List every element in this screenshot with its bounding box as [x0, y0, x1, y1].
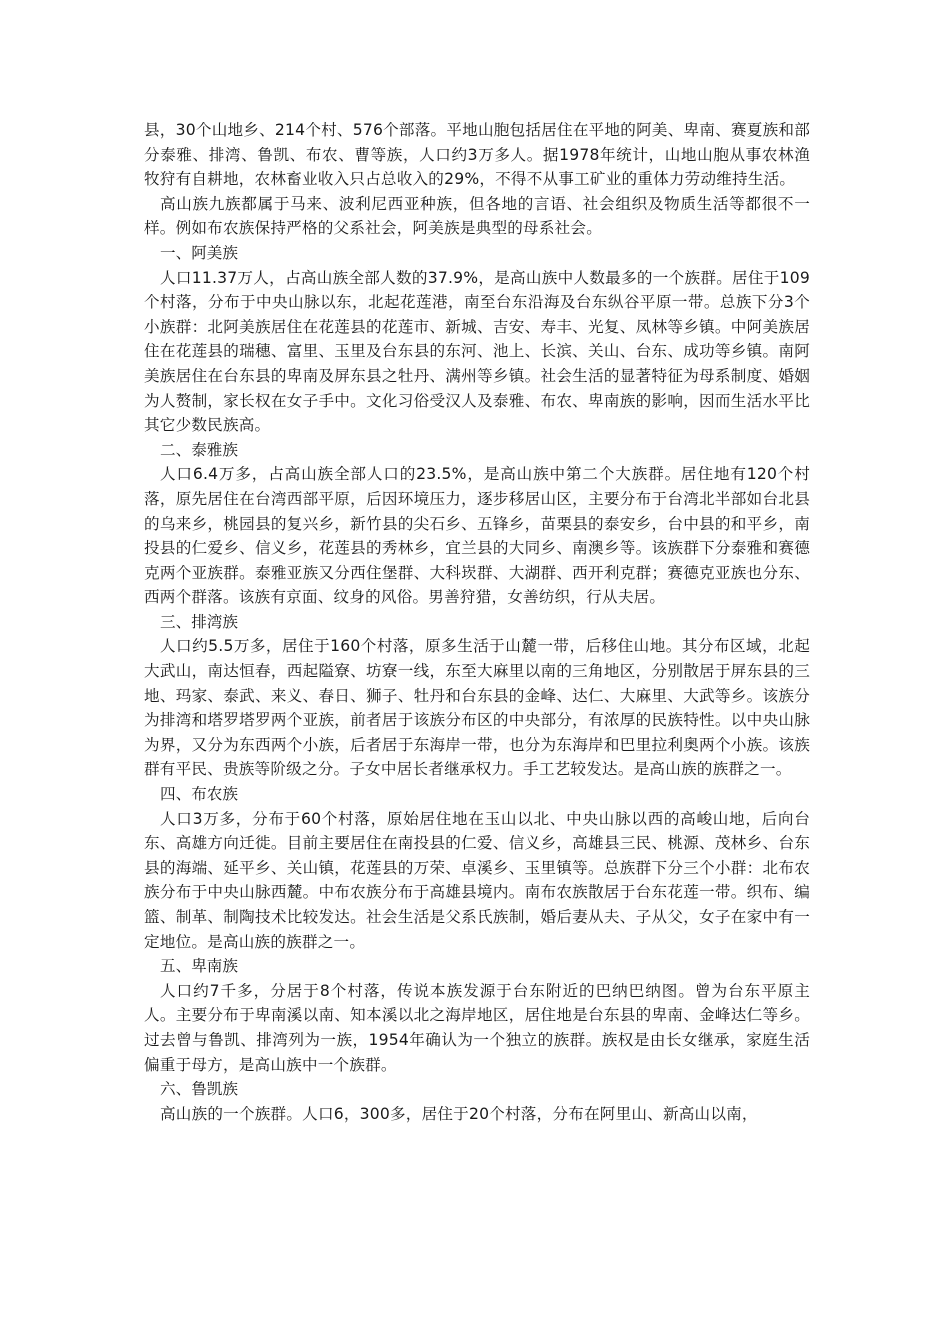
section-heading-bunun: 四、布农族 [160, 785, 238, 804]
section-body-rukai: 高山族的一个族群。人口6，300多，居住于20个村落，分布在阿里山、新高山以南， [160, 1104, 758, 1123]
intro-paragraph-2: 高山族九族都属于马来、波利尼西亚种族，但各地的言语、社会组织及物质生活等都很不一样。例如布农族保持严格的父系社会，阿美族是典型的母系社会。 [144, 194, 810, 238]
section-body-amis: 人口11.37万人，占高山族全部人数的37.9%，是高山族中人数最多的一个族群。居住于109个村落，分布于中央山脉以东，北起花莲港，南至台东沿海及台东纵谷平原一带。总族下分3个小族群：北阿美族居住在花莲县的花莲市、新城、吉安、寿丰、光复、凤林等乡镇。中阿美族居住在花莲县的瑞穗、富里、玉里及台东县的东河、池上、长滨、关山、台东、成功等乡镇。南阿美族居住在台东县的卑南及屏东县之牡丹、满州等乡镇。社会生活的显著特征为母系制度、婚姻为人赘制，家长权在女子手中。文化习俗受汉人及泰雅、布农、卑南族的影响，因而生活水平比其它少数民族高。 [144, 268, 810, 435]
section-body-atayal: 人口6.4万多，占高山族全部人口的23.5%，是高山族中第二个大族群。居住地有120个村落，原先居住在台湾西部平原，后因环境压力，逐步移居山区，主要分布于台湾北半部如台北县的乌来乡，桃园县的复兴乡，新竹县的尖石乡、五锋乡，苗栗县的泰安乡，台中县的和平乡，南投县的仁爱乡、信义乡，花莲县的秀林乡，宜兰县的大同乡、南澳乡等。该族群下分泰雅和赛德克两个亚族群。泰雅亚族又分西住堡群、大科崁群、大湖群、西开利克群；赛德克亚族也分东、西两个群落。该族有京面、纹身的风俗。男善狩猎，女善纺织，行从夫居。 [144, 465, 810, 607]
section-heading-rukai: 六、鲁凯族 [160, 1080, 238, 1099]
section-heading-paiwan: 三、排湾族 [160, 612, 238, 631]
intro-paragraph: 县，30个山地乡、214个村、576个部落。平地山胞包括居住在平地的阿美、卑南、赛夏族和部分泰雅、排湾、鲁凯、布农、曹等族，人口约3万多人。据1978年统计，山地山胞从事农林渔牧狩有自耕地，农林畜业收入只占总收入的29%，不得不从事工矿业的重体力劳动维持生活。 [144, 121, 810, 189]
section-body-puyuma: 人口约7千多，分居于8个村落，传说本族发源于台东附近的巴纳巴纳图。曾为台东平原主人。主要分布于卑南溪以南、知本溪以北之海岸地区，居住地是台东县的卑南、金峰达仁等乡。过去曾与鲁凯、排湾列为一族，1954年确认为一个独立的族群。族权是由长女继承，家庭生活偏重于母方，是高山族中一个族群。 [144, 981, 810, 1074]
section-heading-puyuma: 五、卑南族 [160, 957, 238, 976]
section-body-bunun: 人口3万多，分布于60个村落，原始居住地在玉山以北、中央山脉以西的高峻山地，后向台东、高雄方向迁徙。目前主要居住在南投县的仁爱、信义乡，高雄县三民、桃源、茂林乡、台东县的海端、延平乡、关山镇，花莲县的万荣、卓溪乡、玉里镇等。总族群下分三个小群：北布农族分布于中央山脉西麓。中布农族分布于高雄县境内。南布农族散居于台东花莲一带。织布、编篮、制革、制陶技术比较发达。社会生活是父系氏族制，婚后妻从夫、子从父，女子在家中有一定地位。是高山族的族群之一。 [144, 809, 810, 951]
section-heading-amis: 一、阿美族 [160, 243, 238, 262]
document-page [144, 118, 810, 1126]
section-heading-atayal: 二、泰雅族 [160, 440, 238, 459]
section-body-paiwan: 人口约5.5万多，居住于160个村落，原多生活于山麓一带，后移住山地。其分布区域，北起大武山，南达恒春，西起隘寮、坊寮一线，东至大麻里以南的三角地区，分别散居于屏东县的三地、玛家、泰武、来义、春日、狮子、牡丹和台东县的金峰、达仁、大麻里、大武等乡。该族分为排湾和塔罗塔罗两个亚族，前者居于该族分布区的中央部分，有浓厚的民族特性。以中央山脉为界，又分为东西两个小族，后者居于东海岸一带，也分为东海岸和巴里拉利奥两个小族。该族群有平民、贵族等阶级之分。子女中居长者继承权力。手工艺较发达。是高山族的族群之一。 [144, 637, 810, 779]
